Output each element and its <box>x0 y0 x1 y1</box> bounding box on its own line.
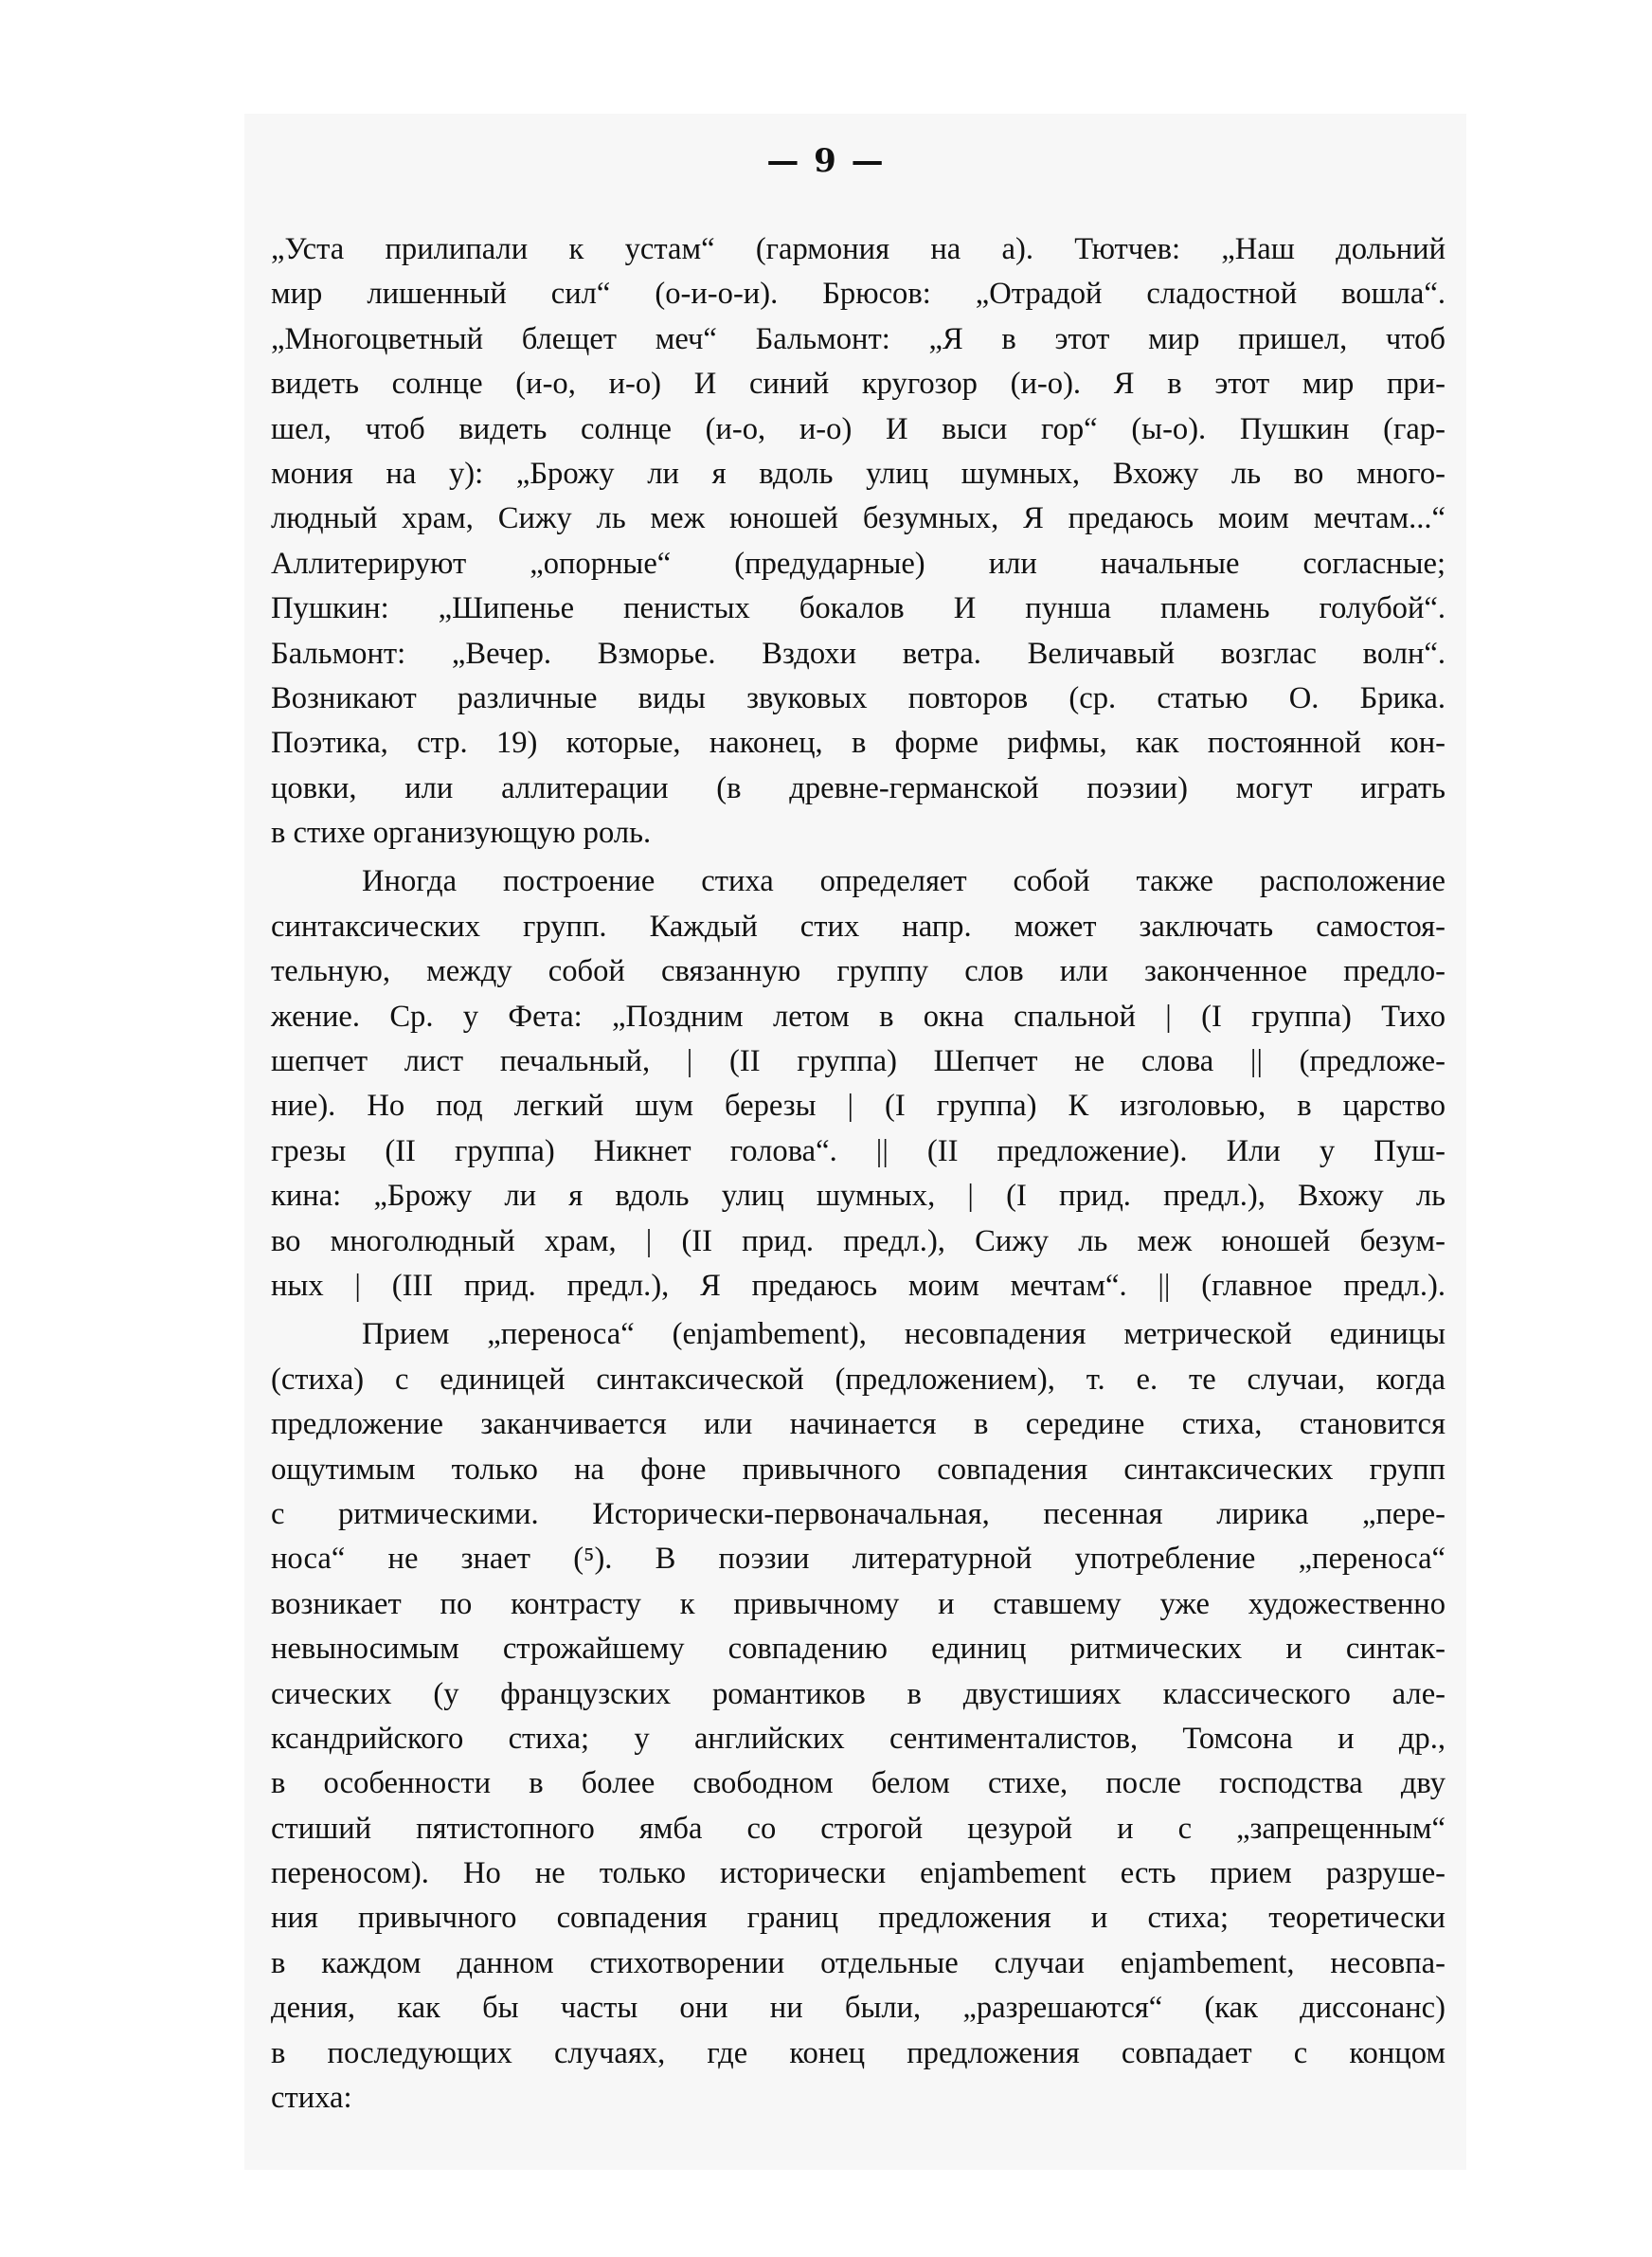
text-line: тельную, между собой связанную группу слов или законченное предло- <box>271 954 1446 989</box>
text-line: (стиха) с единицей синтаксической (предложением), т. е. те случаи, когда <box>271 1362 1446 1397</box>
text-line: носа“ не знает (⁵). В поэзии литературной употребление „переноса“ <box>271 1542 1446 1577</box>
text-line: „Уста прилипали к устам“ (гармония на а). Тютчев: „Наш дольний <box>271 232 1446 266</box>
text-line: цовки, или аллитерации (в древне-германской поэзии) могут играть <box>271 770 1446 805</box>
text-line: ксандрийского стиха; у английских сентименталистов, Томсона и др., <box>271 1721 1446 1756</box>
text-line: Иногда построение стиха определяет собой также расположение <box>362 864 1446 899</box>
text-line: невыносимым строжайшему совпадению единиц ритмических и синтак- <box>271 1632 1446 1667</box>
text-line: переносом). Но не только исторически enjambement есть прием разруше- <box>271 1856 1446 1891</box>
text-line: мир лишенный сил“ (о-и-о-и). Брюсов: „Отрадой сладостной вошла“. <box>271 277 1446 312</box>
text-line: грезы (II группа) Никнет голова“. || (II предложение). Или у Пуш- <box>271 1133 1446 1168</box>
text-line: Пушкин: „Шипенье пенистых бокалов И пунша пламень голубой“. <box>271 591 1446 626</box>
text-line: „Многоцветный блещет меч“ Бальмонт: „Я в этот мир пришел, чтоб <box>271 321 1446 356</box>
body-text <box>271 227 1446 2121</box>
text-line: с ритмическими. Исторически-первоначальная, песенная лирика „пере- <box>271 1496 1446 1531</box>
text-line: в стихе организующую роль. <box>271 816 652 851</box>
text-line: ние). Но под легкий шум березы | (I группа) К изголовью, в царство <box>271 1089 1446 1124</box>
text-line: дения, как бы часты они ни были, „разрешаются“ (как диссонанс) <box>271 1991 1446 2026</box>
text-line: ния привычного совпадения границ предложения и стиха; теоретически <box>271 1901 1446 1936</box>
text-line: Аллитерируют „опорные“ (предударные) или начальные согласные; <box>271 546 1446 581</box>
text-line: Поэтика, стр. 19) которые, наконец, в форме рифмы, как постоянной кон- <box>271 726 1446 761</box>
text-line: кина: „Брожу ли я вдоль улиц шумных, | (I прид. предл.), Вхожу ль <box>271 1179 1446 1214</box>
paragraph <box>271 1312 1446 2121</box>
paragraph <box>271 859 1446 1309</box>
text-line: ных | (III прид. предл.), Я предаюсь моим мечтам“. || (главное предл.). <box>271 1268 1446 1303</box>
text-line: возникает по контрасту к привычному и ставшему уже художественно <box>271 1586 1446 1621</box>
text-line: людный храм, Сижу ль меж юношей безумных, Я предаюсь моим мечтам...“ <box>271 501 1446 536</box>
text-line: стиха: <box>271 2081 352 2116</box>
paragraph <box>271 227 1446 856</box>
text-line: ощутимым только на фоне привычного совпадения синтаксических групп <box>271 1452 1446 1487</box>
text-line: во многолюдный храм, | (II прид. предл.), Сижу ль меж юношей безум- <box>271 1223 1446 1258</box>
text-line: стиший пятистопного ямба со строгой цезурой и с „запрещенным“ <box>271 1811 1446 1846</box>
text-line: сических (у французских романтиков в двустишиях классического але- <box>271 1676 1446 1711</box>
text-line: синтаксических групп. Каждый стих напр. может заключать самостоя- <box>271 909 1446 944</box>
page-number: — 9 — <box>766 142 886 180</box>
text-line: Возникают различные виды звуковых повторов (ср. статью О. Брика. <box>271 680 1446 715</box>
text-line: в последующих случаях, где конец предложения совпадает с концом <box>271 2035 1446 2070</box>
text-line: в каждом данном стихотворении отдельные случаи enjambement, несовпа- <box>271 1945 1446 1980</box>
text-line: в особенности в более свободном белом стихе, после господства дву <box>271 1766 1446 1801</box>
text-line: жение. Ср. у Фета: „Поздним летом в окна спальной | (I группа) Тихо <box>271 999 1446 1034</box>
text-line: шел, чтоб видеть солнце (и-о, и-о) И выси гор“ (ы-о). Пушкин (гар- <box>271 411 1446 446</box>
text-line: Бальмонт: „Вечер. Взморье. Вздохи ветра. Величавый возглас волн“. <box>271 636 1446 671</box>
text-line: видеть солнце (и-о, и-о) И синий кругозор (и-о). Я в этот мир при- <box>271 367 1446 402</box>
text-line: предложение заканчивается или начинается в середине стиха, становится <box>271 1407 1446 1442</box>
text-line: шепчет лист печальный, | (II группа) Шепчет не слова || (предложе- <box>271 1044 1446 1079</box>
text-line: мония на у): „Брожу ли я вдоль улиц шумных, Вхожу ль во много- <box>271 456 1446 491</box>
text-line: Прием „переноса“ (enjambement), несовпадения метрической единицы <box>362 1317 1446 1352</box>
